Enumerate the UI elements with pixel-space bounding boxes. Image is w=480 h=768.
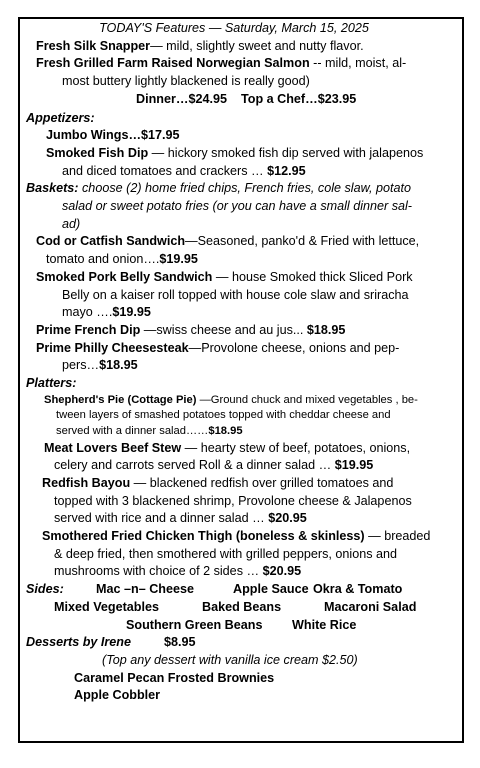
- item-price: $19.95: [112, 305, 151, 320]
- appetizers-heading: Appetizers:: [26, 110, 95, 125]
- item-name: Cod or Catfish Sandwich: [36, 234, 186, 249]
- item-name: Shepherd's Pie (Cottage Pie): [44, 393, 197, 406]
- item-fried-chicken: [26, 528, 462, 546]
- item-description: tween layers of smashed potatoes topped with cheddar cheese and: [56, 409, 391, 422]
- menu-content: [26, 20, 462, 705]
- item-name: Prime French Dip: [36, 322, 141, 337]
- item-price: $18.95: [208, 424, 243, 437]
- item-description: —Seasoned, panko'd & Fried with lettuce,: [185, 234, 420, 249]
- item-price: $20.95: [262, 564, 302, 579]
- item-cod-sandwich: [26, 233, 462, 251]
- sides-row-1: [26, 581, 462, 599]
- side-green-beans: Southern Green Beans: [126, 617, 263, 632]
- baskets-description: ad): [62, 216, 81, 231]
- item-name: Prime Philly Cheesesteak: [36, 340, 189, 355]
- item-description: — house Smoked thick Sliced Pork: [212, 269, 413, 284]
- item-beef-stew: [26, 440, 462, 458]
- item-french-dip: [26, 322, 462, 340]
- side-white-rice: White Rice: [292, 617, 357, 632]
- item-description: — blackened redfish over grilled tomatoes and: [130, 475, 394, 490]
- side-mixed-vegetables: Mixed Vegetables: [54, 599, 159, 614]
- item-description: -- mild, moist, al-: [309, 56, 407, 71]
- item-description: —swiss cheese and au jus...: [140, 322, 307, 337]
- item-price: $19.95: [159, 252, 198, 267]
- item-philly: [26, 340, 462, 358]
- dinner-price: Dinner…$24.95: [136, 91, 227, 106]
- item-description: tomato and onion….$19.95: [46, 252, 198, 267]
- item-shepherds-pie: [26, 393, 462, 409]
- item-price: $12.95: [267, 163, 306, 178]
- desserts-heading: Desserts by Irene: [26, 635, 132, 650]
- desserts-note: (Top any dessert with vanilla ice cream $2.50): [102, 652, 358, 667]
- desserts-price: $8.95: [164, 635, 196, 650]
- feature-salmon: [26, 55, 462, 73]
- item-description: served with a dinner salad……$18.95: [56, 424, 243, 437]
- item-wings: Jumbo Wings…$17.95: [46, 128, 180, 143]
- baskets-heading: Baskets:: [26, 181, 79, 196]
- item-fish-dip: [26, 145, 462, 163]
- desserts-heading-row: [26, 634, 462, 652]
- item-description: —Provolone cheese, onions and pep-: [188, 340, 400, 355]
- item-name: Smothered Fried Chicken Thigh (boneless & skinless): [42, 529, 365, 544]
- item-price: $20.95: [268, 511, 307, 526]
- side-baked-beans: Baked Beans: [202, 599, 282, 614]
- item-description: served with rice and a dinner salad … $20.95: [54, 511, 307, 526]
- sides-row-3: [26, 617, 462, 635]
- menu-header: TODAY'S Features — Saturday, March 15, 2025: [99, 21, 369, 35]
- item-description: pers…$18.95: [62, 358, 138, 373]
- item-name: Meat Lovers Beef Stew: [44, 440, 182, 455]
- item-description: — breaded: [364, 529, 431, 544]
- item-description: mayo ….$19.95: [62, 305, 151, 320]
- item-redfish: [26, 475, 462, 493]
- item-price: $18.95: [306, 322, 346, 337]
- sides-row-2: [26, 599, 462, 617]
- baskets-description: choose (2) home fried chips, French fries, cole slaw, potato: [78, 181, 412, 196]
- item-price: $19.95: [334, 458, 374, 473]
- item-description: topped with 3 blackened shrimp, Provolone cheese & Jalapenos: [54, 493, 412, 508]
- item-name: Fresh Silk Snapper: [36, 38, 151, 53]
- item-description: mushrooms with choice of 2 sides … $20.95: [54, 564, 302, 579]
- platters-heading: Platters:: [26, 376, 77, 391]
- item-pork-belly: [26, 269, 462, 287]
- side-okra-tomato: Okra & Tomato: [313, 582, 403, 597]
- side-macaroni-salad: Macaroni Salad: [324, 599, 417, 614]
- side-mac-cheese: Mac –n– Cheese: [96, 582, 195, 597]
- dessert-apple-cobbler: Apple Cobbler: [74, 688, 161, 703]
- item-description: — hearty stew of beef, potatoes, onions,: [181, 440, 411, 455]
- item-name: Smoked Fish Dip: [46, 145, 149, 160]
- baskets-heading-row: [26, 180, 462, 198]
- baskets-description: salad or sweet potato fries (or you can have a small dinner sal-: [62, 199, 412, 214]
- item-name: Smoked Pork Belly Sandwich: [36, 269, 213, 284]
- item-price: $18.95: [99, 358, 138, 373]
- item-description: most buttery lightly blackened is really good): [62, 74, 310, 89]
- item-description: — hickory smoked fish dip served with jalapenos: [148, 145, 424, 160]
- item-description: Belly on a kaiser roll topped with house cole slaw and sriracha: [62, 287, 409, 302]
- side-apple-sauce: Apple Sauce: [233, 582, 309, 597]
- item-description: & deep fried, then smothered with grilled peppers, onions and: [54, 546, 398, 561]
- item-description: celery and carrots served Roll & a dinner salad … $19.95: [54, 458, 374, 473]
- sides-heading: Sides:: [26, 582, 64, 597]
- dessert-brownies: Caramel Pecan Frosted Brownies: [74, 670, 275, 685]
- chef-price: Top a Chef…$23.95: [241, 91, 357, 106]
- item-name: Fresh Grilled Farm Raised Norwegian Salmon: [36, 56, 310, 71]
- feature-prices: [26, 91, 462, 109]
- item-name: Redfish Bayou: [42, 475, 131, 490]
- item-description: —Ground chuck and mixed vegetables , be-: [196, 393, 418, 406]
- feature-snapper: [26, 38, 462, 56]
- item-description: — mild, slightly sweet and nutty flavor.: [150, 38, 364, 53]
- item-description: and diced tomatoes and crackers … $12.95: [62, 163, 306, 178]
